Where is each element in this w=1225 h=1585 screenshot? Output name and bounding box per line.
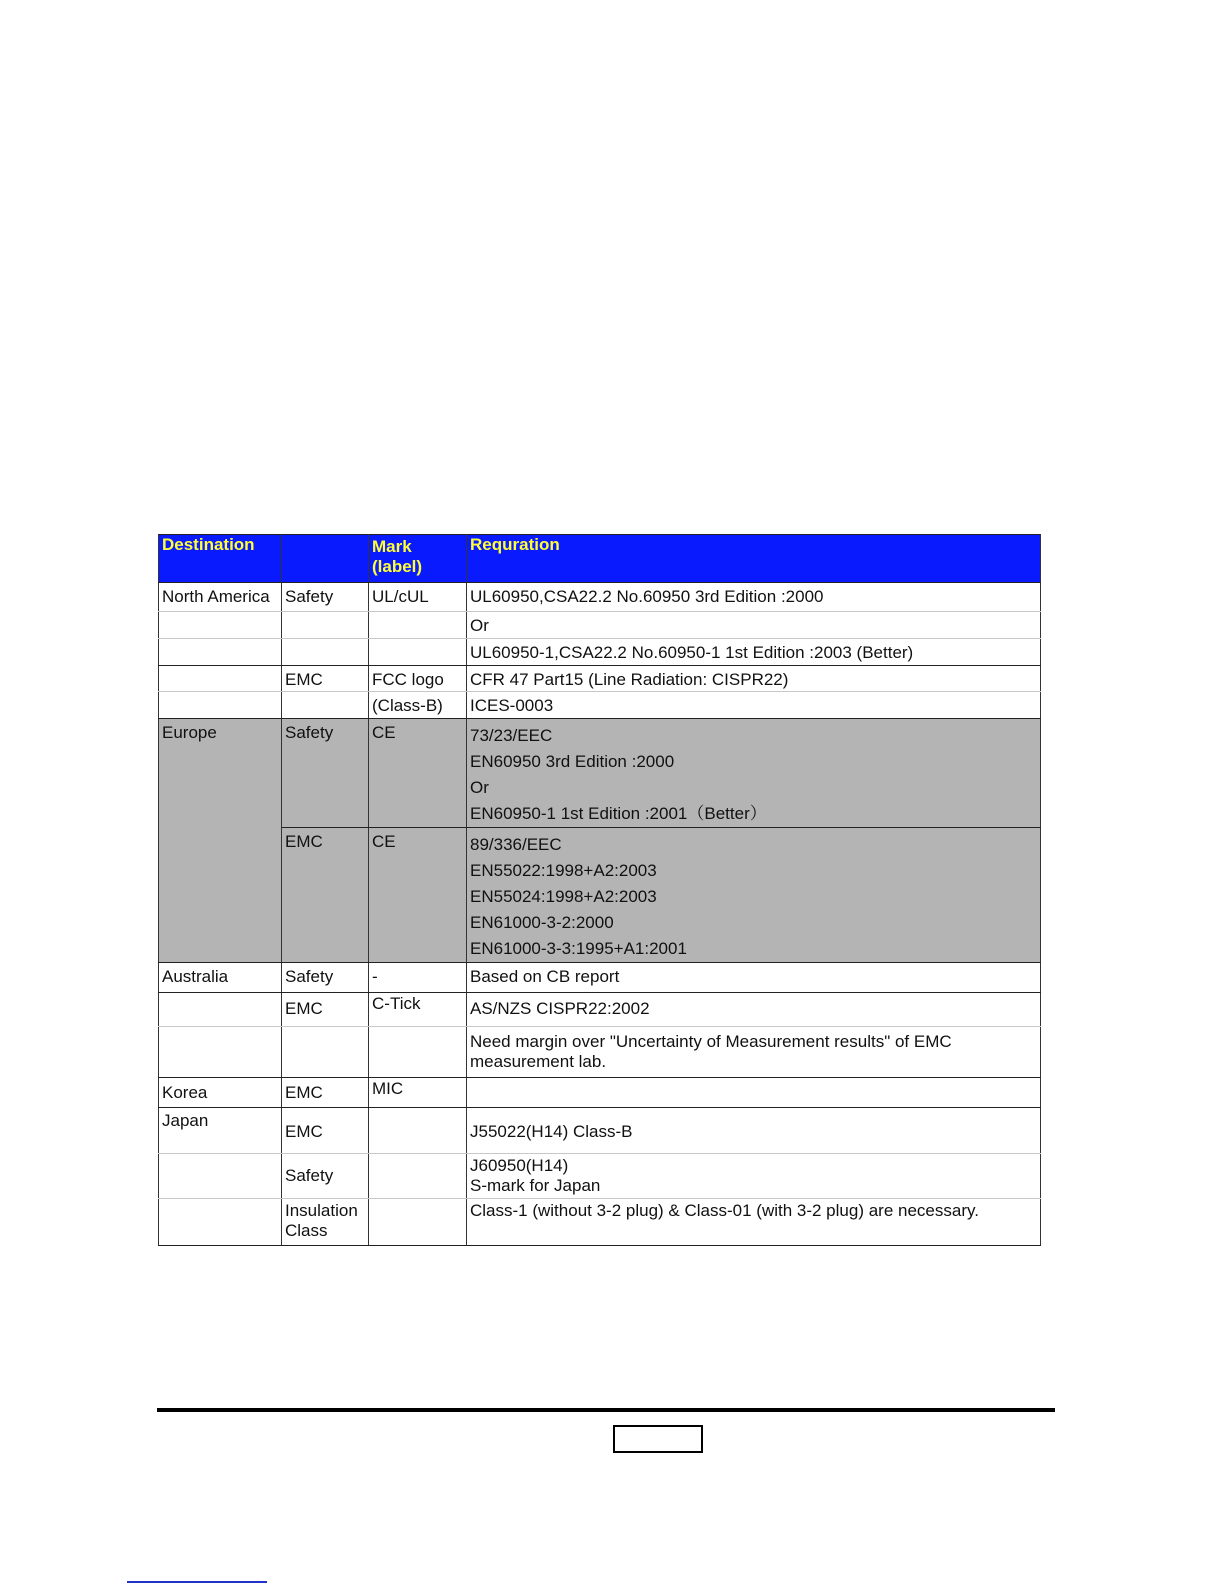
table-row bbox=[159, 1199, 1041, 1246]
category-safety: Safety bbox=[282, 963, 369, 993]
requirement-cell: Based on CB report bbox=[467, 963, 1041, 993]
table-row bbox=[159, 692, 1041, 719]
table-row bbox=[159, 583, 1041, 612]
requirement-stack bbox=[467, 719, 1041, 828]
requirement-line: EN61000-3-3:1995+A1:2001 bbox=[470, 939, 687, 958]
destination-europe: Europe bbox=[159, 719, 282, 828]
table-row bbox=[159, 963, 1041, 993]
empty-cell bbox=[282, 692, 369, 719]
table-row-europe-safety bbox=[159, 719, 1041, 828]
requirement-cell bbox=[467, 1078, 1041, 1108]
table-row bbox=[159, 1154, 1041, 1199]
mark-fcc-logo: FCC logo bbox=[369, 666, 467, 692]
table-row bbox=[159, 1108, 1041, 1154]
empty-cell bbox=[282, 639, 369, 666]
header-mark-line2: (label) bbox=[372, 557, 423, 576]
certification-table-container bbox=[158, 534, 1040, 1245]
table-header-row bbox=[159, 535, 1041, 583]
empty-cell bbox=[369, 1154, 467, 1199]
requirement-line: 89/336/EEC bbox=[470, 835, 562, 854]
table-row bbox=[159, 993, 1041, 1027]
category-safety: Safety bbox=[282, 719, 369, 828]
requirement-line: EN60950-1 1st Edition :2001（Better） bbox=[470, 804, 767, 823]
empty-cell bbox=[282, 612, 369, 639]
destination-japan: Japan bbox=[159, 1108, 282, 1154]
category-safety: Safety bbox=[282, 583, 369, 612]
table-row bbox=[159, 639, 1041, 666]
empty-cell bbox=[159, 612, 282, 639]
category-emc: EMC bbox=[282, 1108, 369, 1154]
table-row bbox=[159, 612, 1041, 639]
empty-cell bbox=[159, 666, 282, 692]
table-row bbox=[159, 666, 1041, 692]
requirement-line: Or bbox=[470, 778, 489, 797]
empty-cell bbox=[369, 1027, 467, 1078]
requirement-cell: UL60950-1,CSA22.2 No.60950-1 1st Edition :2003 (Better) bbox=[467, 639, 1041, 666]
mark-dash: - bbox=[369, 963, 467, 993]
requirement-cell: AS/NZS CISPR22:2002 bbox=[467, 993, 1041, 1027]
requirement-line: EN55022:1998+A2:2003 bbox=[470, 861, 657, 880]
requirement-cell: Need margin over "Uncertainty of Measurement results" of EMC measurement lab. bbox=[467, 1027, 1041, 1078]
header-category bbox=[282, 535, 369, 583]
mark-ce: CE bbox=[369, 828, 467, 963]
table-row bbox=[159, 1027, 1041, 1078]
destination-korea: Korea bbox=[159, 1078, 282, 1108]
header-mark-line1: Mark bbox=[372, 537, 412, 556]
requirement-line: EN60950 3rd Edition :2000 bbox=[470, 752, 675, 771]
requirement-line: S-mark for Japan bbox=[470, 1176, 601, 1195]
category-emc: EMC bbox=[282, 993, 369, 1027]
category-emc: EMC bbox=[282, 666, 369, 692]
empty-cell bbox=[159, 993, 282, 1027]
requirement-cell: ICES-0003 bbox=[467, 692, 1041, 719]
requirement-cell: J55022(H14) Class-B bbox=[467, 1108, 1041, 1154]
table-row bbox=[159, 1078, 1041, 1108]
mark-ce: CE bbox=[369, 719, 467, 828]
empty-cell bbox=[159, 828, 282, 963]
mark-ul-cul: UL/cUL bbox=[369, 583, 467, 612]
empty-cell bbox=[369, 612, 467, 639]
footer-rule bbox=[157, 1408, 1055, 1412]
empty-cell bbox=[159, 692, 282, 719]
header-destination: Destination bbox=[159, 535, 282, 583]
table-row-europe-emc bbox=[159, 828, 1041, 963]
certification-requirements-table bbox=[158, 534, 1041, 1246]
mark-mic: MIC bbox=[369, 1078, 467, 1108]
empty-cell bbox=[369, 1108, 467, 1154]
requirement-cell: Or bbox=[467, 612, 1041, 639]
page-number-box bbox=[613, 1425, 703, 1453]
bottom-underline bbox=[127, 1581, 267, 1583]
destination-australia: Australia bbox=[159, 963, 282, 993]
requirement-line: 73/23/EEC bbox=[470, 726, 553, 745]
requirement-cell: UL60950,CSA22.2 No.60950 3rd Edition :2000 bbox=[467, 583, 1041, 612]
category-safety: Safety bbox=[282, 1154, 369, 1199]
requirement-line: EN55024:1998+A2:2003 bbox=[470, 887, 657, 906]
empty-cell bbox=[159, 639, 282, 666]
destination-north-america: North America bbox=[159, 583, 282, 612]
requirement-stack bbox=[467, 828, 1041, 963]
empty-cell bbox=[282, 1027, 369, 1078]
requirement-line: J60950(H14) bbox=[470, 1156, 569, 1175]
mark-class-b: (Class-B) bbox=[369, 692, 467, 719]
requirement-cell: CFR 47 Part15 (Line Radiation: CISPR22) bbox=[467, 666, 1041, 692]
requirement-cell: Class-1 (without 3-2 plug) & Class-01 (with 3-2 plug) are necessary. bbox=[467, 1199, 1041, 1246]
mark-c-tick: C-Tick bbox=[369, 993, 467, 1027]
empty-cell bbox=[369, 1199, 467, 1246]
empty-cell bbox=[159, 1154, 282, 1199]
requirement-line: EN61000-3-2:2000 bbox=[470, 913, 614, 932]
header-mark-label bbox=[369, 535, 467, 583]
empty-cell bbox=[369, 639, 467, 666]
empty-cell bbox=[159, 1027, 282, 1078]
requirement-cell bbox=[467, 1154, 1041, 1199]
header-requirement: Requration bbox=[467, 535, 1041, 583]
category-emc: EMC bbox=[282, 828, 369, 963]
category-insulation-class: Insulation Class bbox=[282, 1199, 369, 1246]
empty-cell bbox=[159, 1199, 282, 1246]
category-emc: EMC bbox=[282, 1078, 369, 1108]
